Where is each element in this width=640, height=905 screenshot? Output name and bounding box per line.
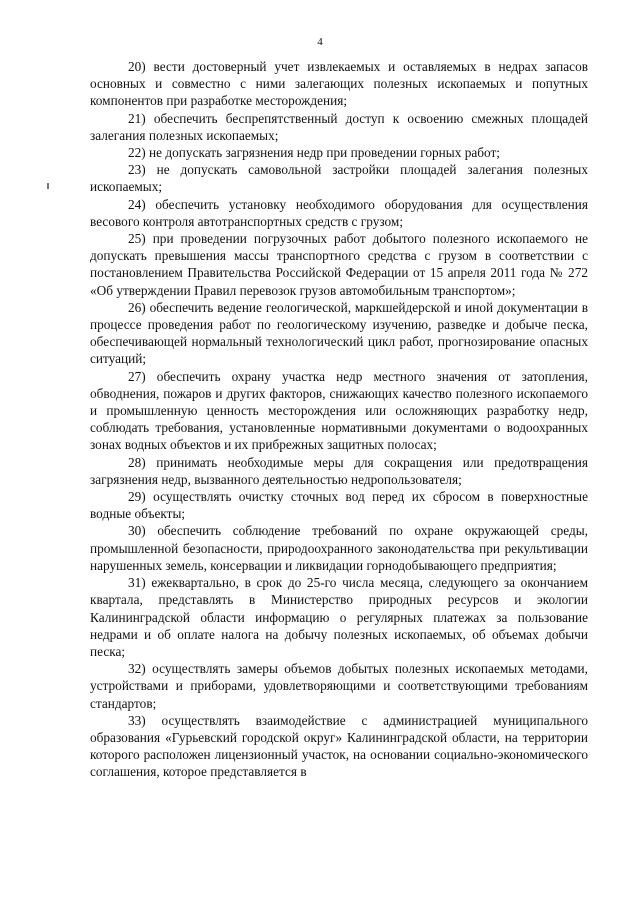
paragraph-30: 30) обеспечить соблюдение требований по охране окружающей среды, промышленной безопасности, природоохранного законодательства при рекультивации нарушенных земель, консервации и ликвидации горнодобывающего предприятия; [90, 523, 588, 573]
paragraph-21: 21) обеспечить беспрепятственный доступ к освоению смежных площадей залегания полезных ископаемых; [90, 110, 588, 143]
paragraph-25: 25) при проведении погрузочных работ добытого полезного ископаемого не допускать превышения массы транспортного средства с грузом в соответствии с постановлением Правительства Российской Федерации от 15 апреля 2011 года № 272 «Об утверждении Правил перевозок грузов автомобильным транспортом»; [90, 231, 588, 298]
paragraph-27: 27) обеспечить охрану участка недр местного значения от затопления, обводнения, пожаров и других факторов, снижающих качество полезного ископаемого и промышленную ценность месторождения или осложняющих разработку недр, соблюдать требования, установленные нормативными документами о водоохранных зонах водных объектов и их прибрежных защитных полосах; [90, 368, 588, 453]
paragraph-23: 23) не допускать самовольной застройки площадей залегания полезных ископаемых; [90, 162, 588, 195]
paragraph-33: 33) осуществлять взаимодействие с администрацией муниципального образования «Гурьевский городской округ» Калининградской области, на территории которого расположен лицензионный участок, на основании социально-экономического соглашения, которое представляется в [90, 712, 588, 780]
document-body [90, 58, 588, 781]
paragraph-22: 22) не допускать загрязнения недр при проведении горных работ; [128, 145, 501, 161]
paragraph-32: 32) осуществлять замеры объемов добытых полезных ископаемых методами, устройствами и приборами, удовлетворяющими и соответствующими требованиям стандартов; [90, 661, 588, 711]
paragraph-29: 29) осуществлять очистку сточных вод перед их сбросом в поверхностные водные объекты; [90, 489, 588, 522]
margin-mark [47, 183, 49, 189]
paragraph-31: 31) ежеквартально, в срок до 25-го числа месяца, следующего за окончанием квартала, представлять в Министерство природных ресурсов и экологии Калининградской области информацию о регулярных платежах за пользование недрами и об оплате налога на добычу полезных ископаемых, об объемах добычи песка; [90, 575, 588, 659]
page-number: 4 [317, 36, 323, 48]
paragraph-20: 20) вести достоверный учет извлекаемых и оставляемых в недрах запасов основных и совместно с ними залегающих полезных ископаемых и попутных компонентов при разработке месторождения; [90, 59, 588, 109]
paragraph-26: 26) обеспечить ведение геологической, маркшейдерской и иной документации в процессе проведения работ по геологическому изучению, разведке и добыче песка, обеспечивающей нормальный технологический цикл работ, прогнозирование опасных ситуаций; [90, 299, 588, 367]
paragraph-24: 24) обеспечить установку необходимого оборудования для осуществления весового контроля автотранспортных средств с грузом; [90, 196, 588, 229]
paragraph-28: 28) принимать необходимые меры для сокращения или предотвращения загрязнения недр, вызванного деятельностью недропользователя; [90, 454, 588, 487]
